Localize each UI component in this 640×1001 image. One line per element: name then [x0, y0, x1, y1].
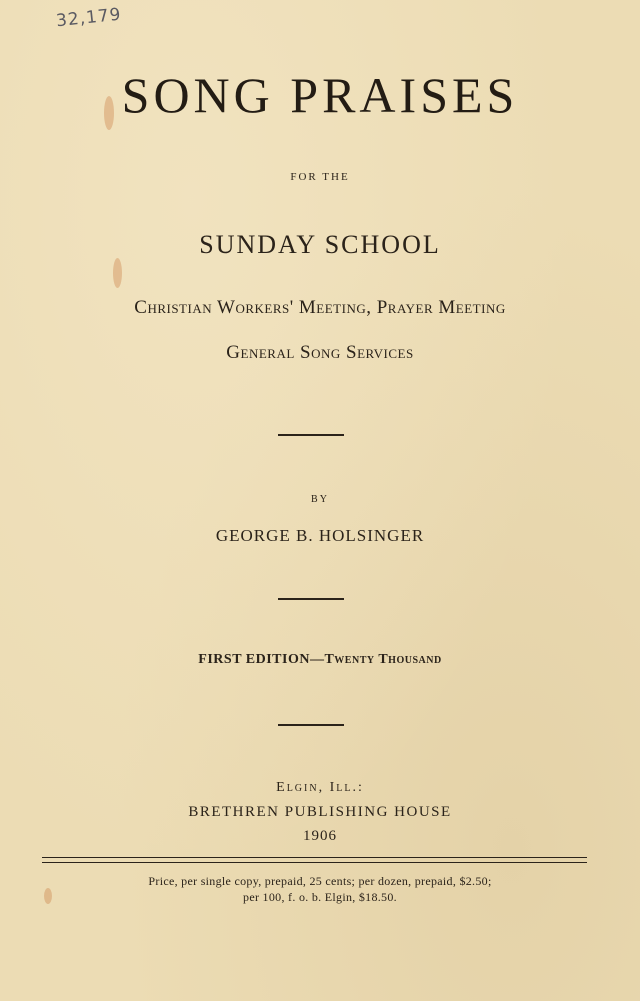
- publication-year: 1906: [303, 828, 337, 844]
- subtitle-line-2: General Song Services: [226, 342, 414, 363]
- divider-rule: [278, 434, 344, 436]
- by-label: BY: [311, 494, 329, 505]
- edition-label: FIRST EDITION: [198, 652, 310, 667]
- handwritten-catalog-number: 32,179: [55, 4, 123, 32]
- divider-rule: [278, 598, 344, 600]
- author-name: GEORGE B. HOLSINGER: [215, 526, 425, 545]
- paper-stain: [113, 258, 122, 288]
- publication-place: Elgin, Ill.:: [276, 780, 364, 795]
- divider-rule: [278, 724, 344, 726]
- edition-line: [0, 652, 640, 668]
- publisher-name: BRETHREN PUBLISHING HOUSE: [188, 804, 452, 820]
- book-subject: SUNDAY SCHOOL: [199, 230, 441, 259]
- price-line-2: per 100, f. o. b. Elgin, $18.50.: [243, 890, 397, 904]
- subtitle-line-1: Christian Workers' Meeting, Prayer Meeting: [134, 297, 506, 318]
- book-title: SONG PRAISES: [121, 67, 519, 123]
- footer-rule-bottom: [42, 862, 587, 863]
- for-the-label: FOR THE: [290, 171, 350, 183]
- price-line-1: Price, per single copy, prepaid, 25 cents; per dozen, prepaid, $2.50;: [148, 874, 492, 888]
- footer-rule-top: [42, 857, 587, 858]
- edition-dash: —: [309, 652, 325, 667]
- edition-count: Twenty Thousand: [324, 652, 442, 667]
